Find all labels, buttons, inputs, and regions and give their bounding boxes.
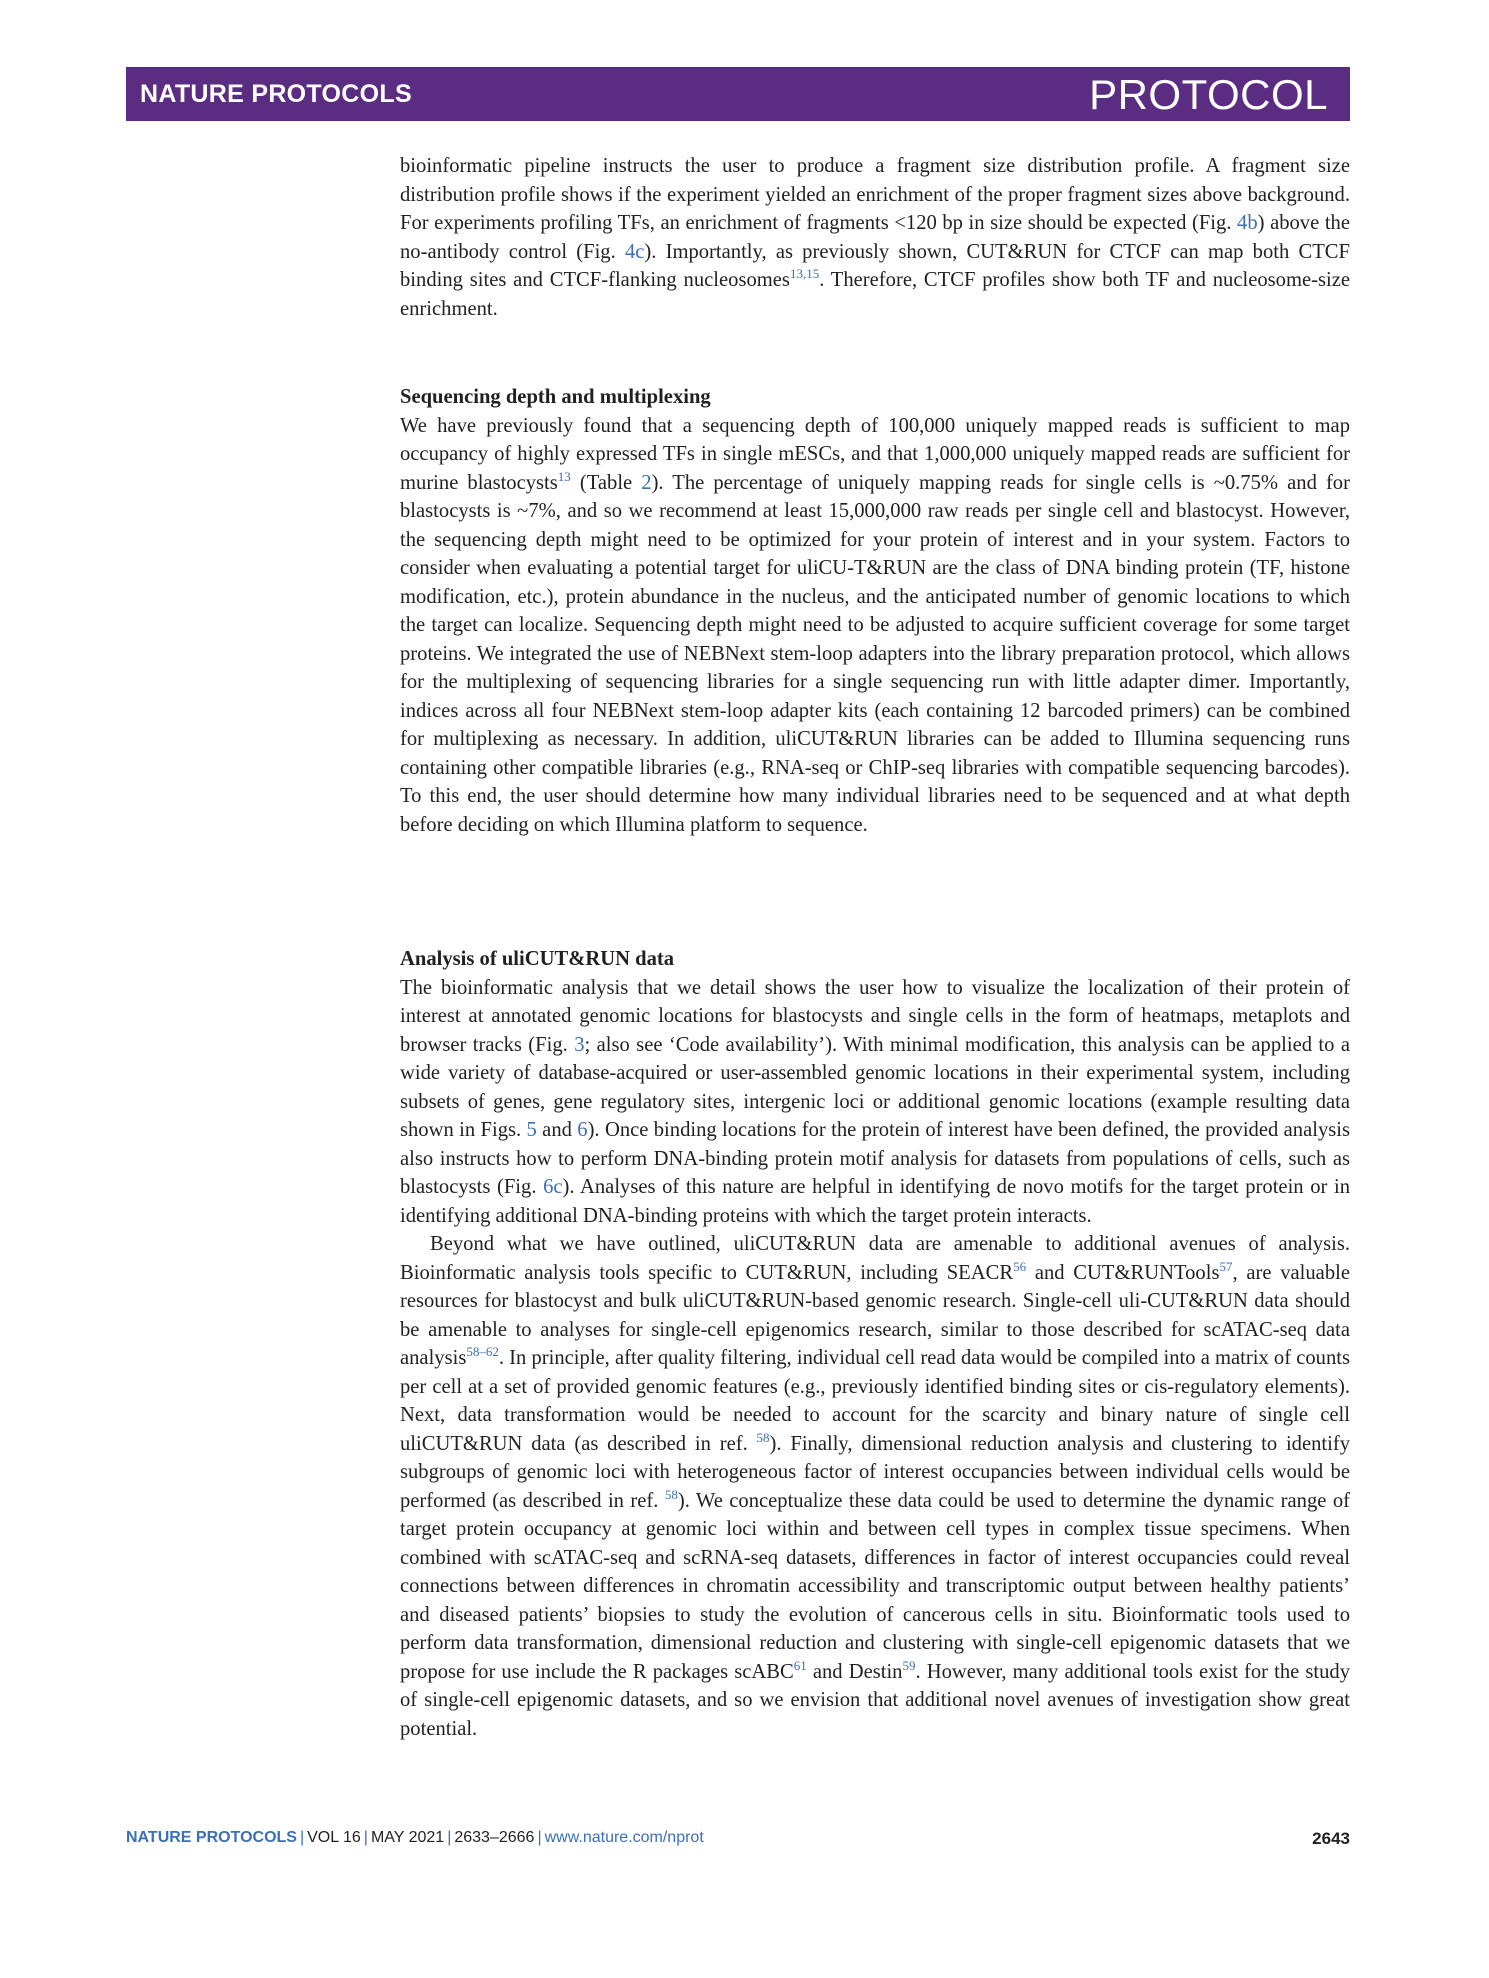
- footer-date: MAY 2021: [370, 1829, 445, 1846]
- figure-3-link[interactable]: 3: [574, 1033, 585, 1056]
- text-run: . Therefore, CTCF profiles show both TF and nucleosome-size enrichment.: [400, 269, 1350, 320]
- text-run: Beyond what we have outlined, uliCUT&RUN data are amenable to additional avenues of analysis. Bioinformatic analysis tools specific to CUT&RUN, including SEACR: [400, 1233, 1350, 1284]
- text-run: and: [536, 1119, 578, 1141]
- text-run: The bioinformatic analysis that we detail shows the user how to visualize the localization of their protein of interest at annotated genomic locations for blastocysts and single cells in the form of heatmaps, metaplots and browser tracks (Fig.: [400, 976, 1350, 1056]
- intro-paragraph-block: [400, 152, 1350, 323]
- figure-4c-link[interactable]: 4c: [624, 240, 645, 263]
- figure-6-link[interactable]: 6: [577, 1119, 588, 1141]
- page-number: 2643: [1312, 1829, 1350, 1848]
- text-run: ). Analyses of this nature are helpful in identifying de novo motifs for the target protein or in identifying additional DNA-binding proteins with which the target protein interacts.: [400, 1176, 1350, 1227]
- citation-link[interactable]: 57: [1219, 1258, 1233, 1274]
- banner-article-type: PROTOCOL: [1089, 71, 1328, 118]
- text-run: ; also see ‘Code availability’). With minimal modification, this analysis can be applied to a wide variety of database-acquired or user-assembled genomic locations in their experimental system, including subsets of genes, gene regulatory sites, intergenic loci or additional genomic locations (example resulting data shown in Figs.: [400, 1033, 1350, 1141]
- text-run: We have previously found that a sequencing depth of 100,000 uniquely mapped reads is sufficient to map occupancy of highly expressed TFs in single mESCs, and that 1,000,000 uniquely mapped reads are sufficient for murine blastocysts: [400, 414, 1350, 494]
- footer-pages: 2633–2666: [454, 1829, 535, 1846]
- banner-journal-name: NATURE PROTOCOLS: [140, 80, 412, 108]
- figure-5-link[interactable]: 5: [526, 1119, 537, 1141]
- body-paragraph: [400, 974, 1350, 1231]
- citation-link[interactable]: 58: [756, 1429, 770, 1445]
- citation-link[interactable]: 58–62: [466, 1344, 499, 1360]
- text-run: bioinformatic pipeline instructs the user to produce a fragment size distribution profile. A fragment size distribution profile shows if the experiment yielded an enrichment of the proper fragment sizes above background. For experiments profiling TFs, an enrichment of fragments <120 bp in size should be expected (Fig.: [400, 155, 1350, 234]
- citation-link[interactable]: 58: [664, 1486, 678, 1502]
- footer-journal-name: NATURE PROTOCOLS: [126, 1829, 297, 1846]
- footer-separator: |: [447, 1829, 452, 1846]
- page-footer: [126, 1829, 1350, 1853]
- text-run: ). The percentage of uniquely mapping reads for single cells is ~0.75% and for blastocysts is ~7%, and so we recommend at least 15,000,000 raw reads per single cell and blastocyst. However, the sequencing depth might need to be optimized for your protein of interest and in your system. Factors to consider when evaluating a potential target for uliCU-T&RUN are the class of DNA binding protein (TF, histone modification, etc.), protein abundance in the nucleus, and the anticipated number of genomic locations to which the target can localize. Sequencing depth might need to be adjusted to acquire sufficient coverage for some target proteins. We integrated the use of NEBNext stem-loop adapters into the library preparation protocol, which allows for the multiplexing of sequencing libraries for a single sequencing run with little adapter dimer. Importantly, indices across all four NEBNext stem-loop adapter kits (each containing 12 barcoded primers) can be combined for multiplexing as necessary. In addition, uliCUT&RUN libraries can be added to Illumina sequencing runs containing other compatible libraries (e.g., RNA-seq or ChIP-seq libraries with compatible sequencing barcodes). To this end, the user should determine how many individual libraries need to be sequenced and at what depth before deciding on which Illumina platform to sequence.: [400, 471, 1350, 836]
- table-2-link[interactable]: 2: [641, 471, 652, 494]
- text-run: and CUT&RUNTools: [1026, 1261, 1220, 1284]
- text-run: ). Finally, dimensional reduction analysis and clustering to identify subgroups of genomic loci with heterogeneous factor of interest occupancies between individual cells would be performed (as described in ref.: [400, 1432, 1351, 1512]
- text-run: (Table: [570, 471, 642, 494]
- text-run: , are valuable resources for blastocyst and bulk uliCUT&RUN-based genomic research. Single-cell uli-CUT&RUN data should be amenable to analyses for single-cell epigenomics research, similar to those described for scATAC-seq data analysis: [400, 1261, 1350, 1369]
- text-run: . In principle, after quality filtering, individual cell read data would be compiled into a matrix of counts per cell at a set of provided genomic features (e.g., previously identified binding sites or cis-regulatory elements). Next, data transformation would be needed to account for the scarcity and binary nature of single cell uliCUT&RUN data (as described in ref.: [400, 1347, 1350, 1455]
- body-paragraph: [400, 412, 1350, 840]
- footer-url-link[interactable]: www.nature.com/nprot: [544, 1829, 704, 1846]
- footer-separator: |: [363, 1829, 368, 1846]
- text-run: ). We conceptualize these data could be used to determine the dynamic range of target protein occupancy at genomic loci within and between cell types in complex tissue specimens. When combined with scATAC-seq and scRNA-seq datasets, differences in factor of interest occupancies could reveal connections between differences in chromatin accessibility and transcriptomic output between healthy patients’ and diseased patients’ biopsies to study the evolution of cancerous cells in situ. Bioinformatic tools used to perform data transformation, dimensional reduction and clustering with single-cell epigenomic datasets that we propose for use include the R packages scABC: [400, 1489, 1350, 1683]
- section-sequencing-depth: [400, 383, 1350, 839]
- citation-link[interactable]: 61: [793, 1657, 807, 1673]
- text-run: ) above the no-antibody control (Fig.: [400, 212, 1350, 263]
- footer-separator: |: [299, 1829, 305, 1846]
- footer-volume: VOL 16: [307, 1829, 361, 1846]
- intro-paragraph: [400, 152, 1350, 323]
- section-analysis: [400, 945, 1350, 1743]
- journal-banner: [126, 67, 1350, 121]
- text-run: and Destin: [806, 1660, 903, 1683]
- body-paragraph: [400, 1230, 1350, 1743]
- text-run: ). Importantly, as previously shown, CUT&RUN for CTCF can map both CTCF binding sites and CTCF-flanking nucleosomes: [400, 240, 1350, 291]
- text-run: ). Once binding locations for the protein of interest have been defined, the provided analysis also instructs how to perform DNA-binding protein motif analysis for datasets from populations of cells, such as blastocysts (Fig.: [400, 1119, 1350, 1198]
- section-heading: Analysis of uliCUT&RUN data: [400, 948, 675, 970]
- text-run: . However, many additional tools exist for the study of single-cell epigenomic datasets, and so we envision that additional novel avenues of investigation show great potential.: [400, 1660, 1350, 1740]
- section-heading: Sequencing depth and multiplexing: [400, 386, 711, 408]
- figure-6c-link[interactable]: 6c: [543, 1176, 563, 1198]
- figure-4b-link[interactable]: 4b: [1237, 212, 1258, 234]
- citation-link[interactable]: 13: [557, 468, 571, 484]
- citation-link[interactable]: 59: [902, 1657, 916, 1673]
- citation-link[interactable]: 13,15: [789, 266, 820, 282]
- footer-separator: |: [537, 1829, 542, 1846]
- citation-link[interactable]: 56: [1013, 1258, 1027, 1274]
